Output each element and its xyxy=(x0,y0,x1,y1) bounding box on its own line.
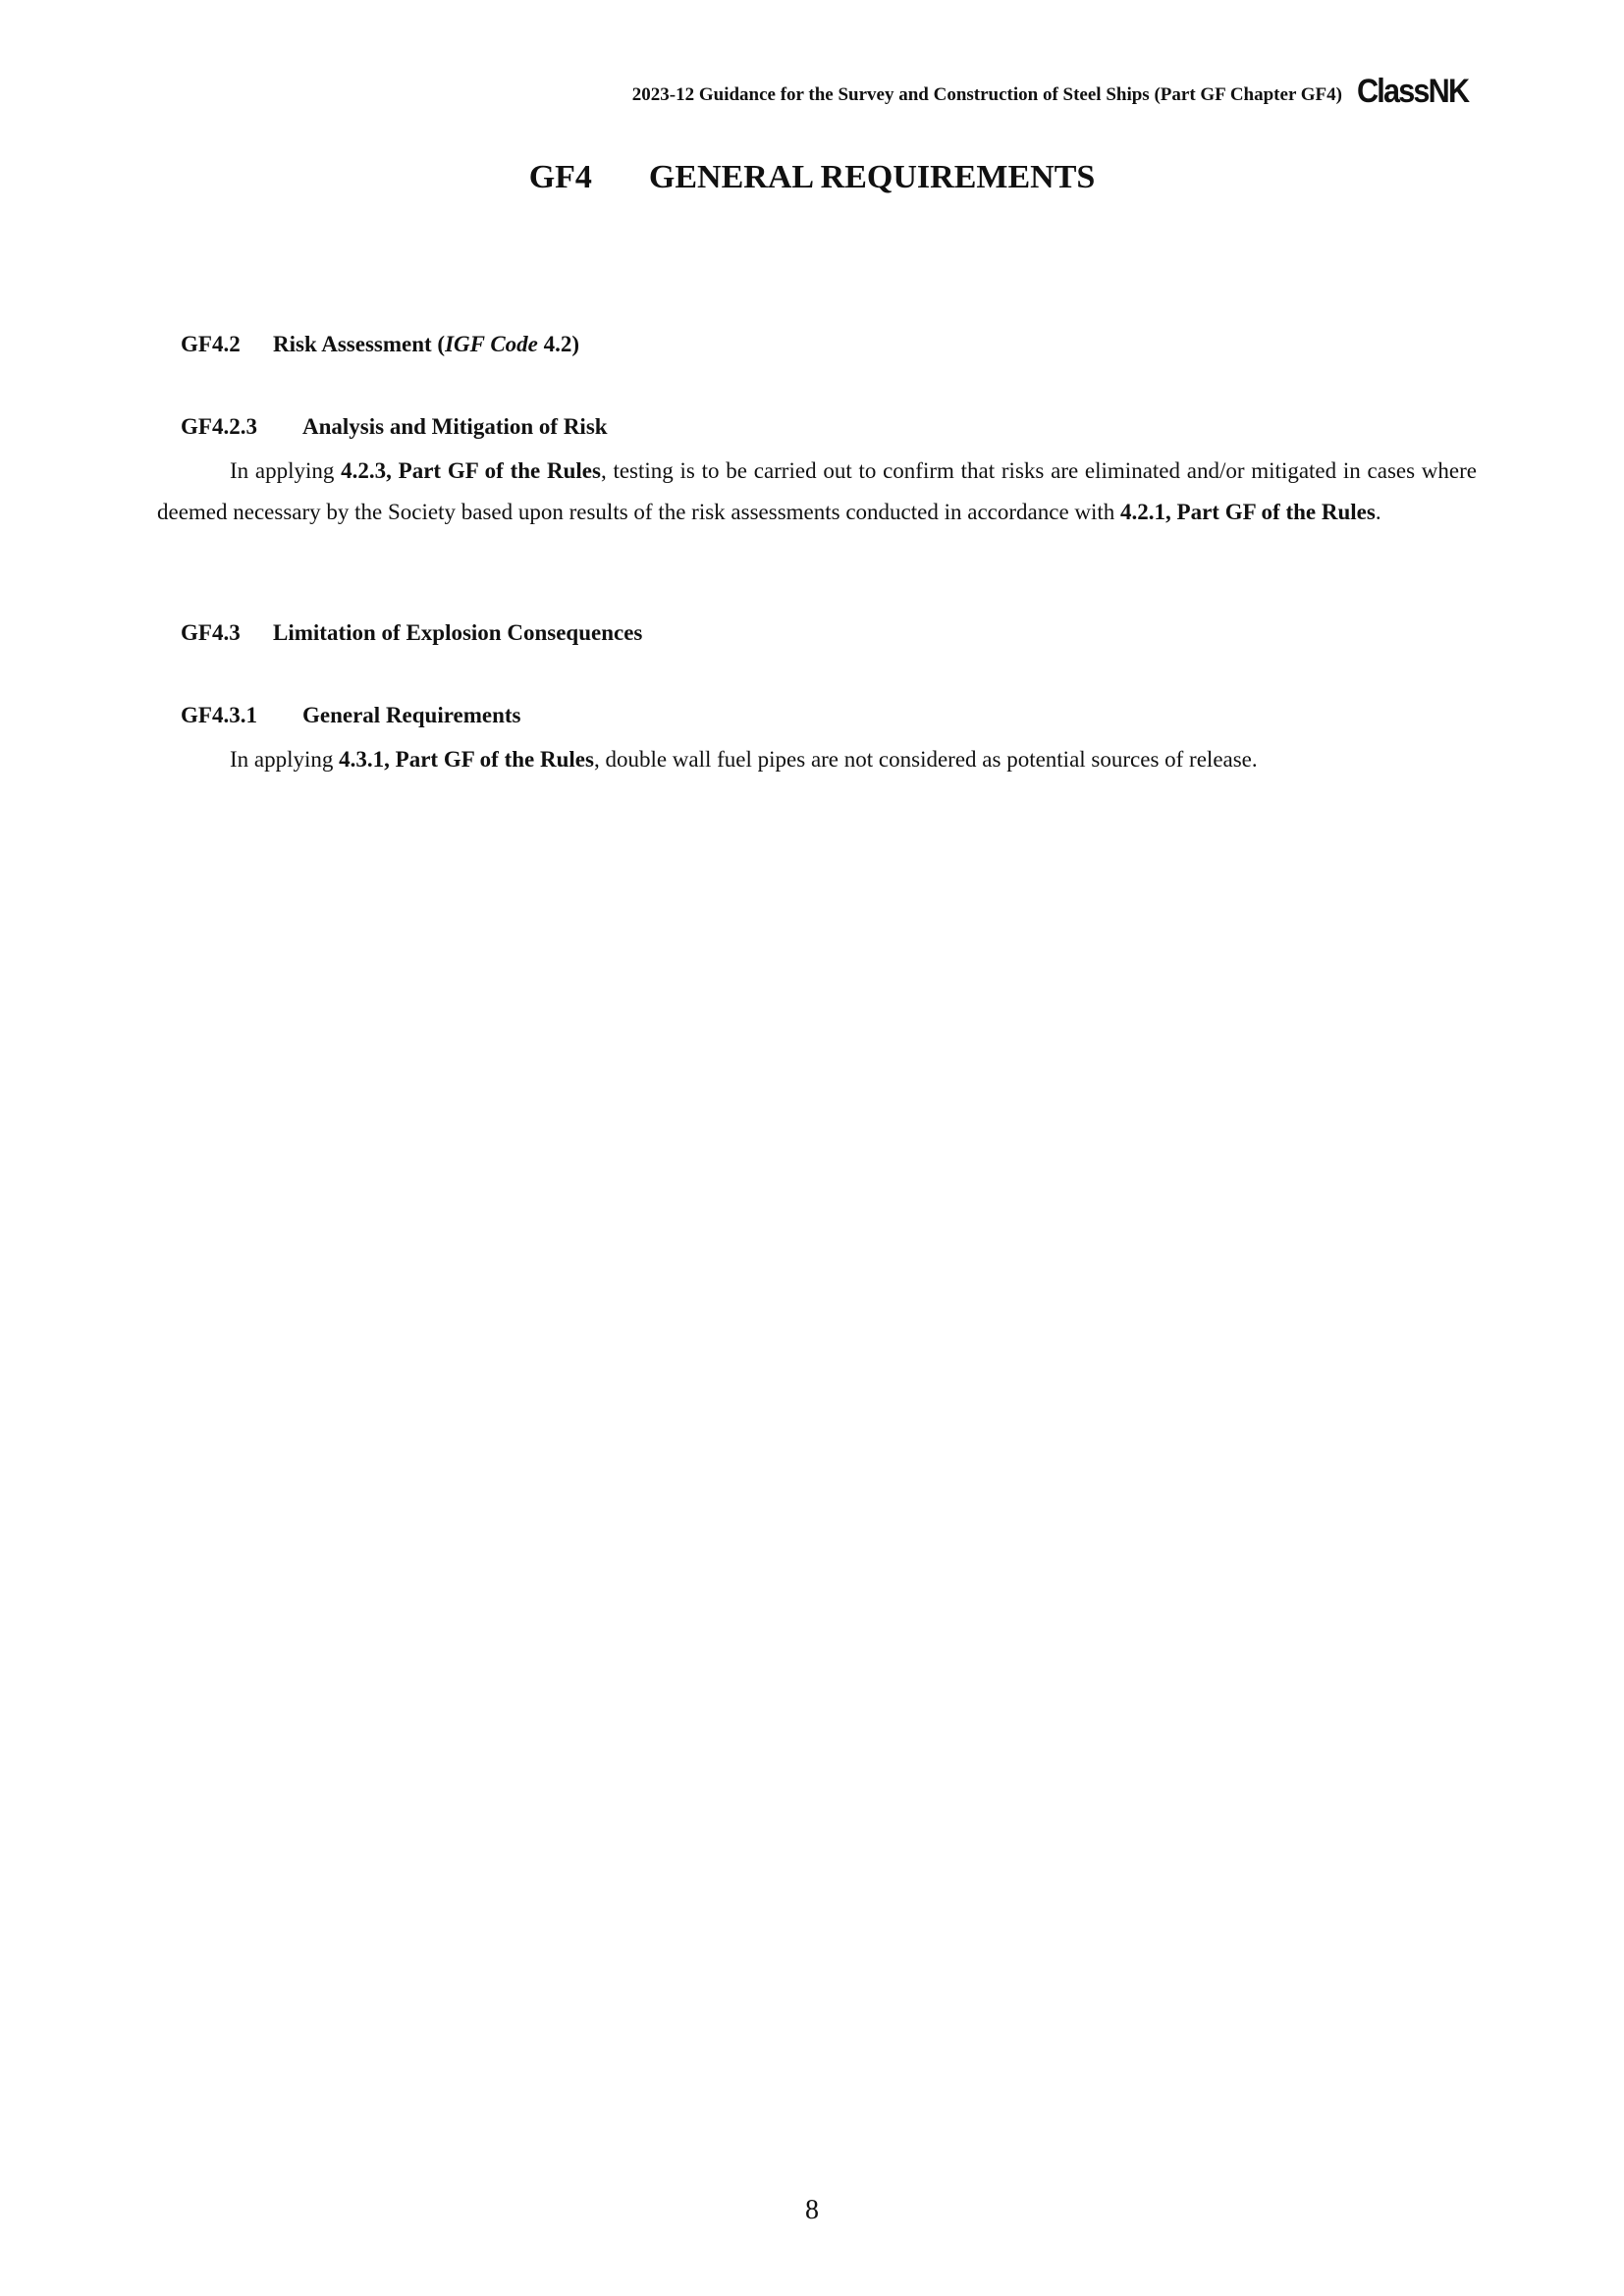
classnk-logo: ClassNK xyxy=(1357,73,1469,110)
section-title: General Requirements xyxy=(302,703,521,727)
paragraph-gf4-2-3: In applying 4.2.3, Part GF of the Rules, testing is to be carried out to confirm that risks are eliminated and/or mitigated in cases where deemed necessary by the Society based upon results of the risk assessments conducted in accordance with 4.2.1, Part GF of the Rules. xyxy=(157,458,1477,524)
section-number: GF4.2 xyxy=(181,332,241,356)
section-heading-gf4-3 xyxy=(181,620,642,646)
section-heading-gf4-2-3 xyxy=(181,414,608,440)
section-number: GF4.3.1 xyxy=(181,703,257,727)
running-header: 2023-12 Guidance for the Survey and Construction of Steel Ships (Part GF Chapter GF4) xyxy=(631,84,1342,105)
section-title: Analysis and Mitigation of Risk xyxy=(302,414,608,439)
section-title: Limitation of Explosion Consequences xyxy=(273,620,643,645)
section-title: Risk Assessment (IGF Code 4.2) xyxy=(273,332,580,356)
chapter-title xyxy=(0,159,1624,196)
section-heading-gf4-3-1 xyxy=(181,703,521,728)
section-heading-gf4-2 xyxy=(181,332,579,357)
section-number: GF4.2.3 xyxy=(181,414,257,439)
section-number: GF4.3 xyxy=(181,620,241,645)
paragraph-gf4-3-1: In applying 4.3.1, Part GF of the Rules, double wall fuel pipes are not considered as potential sources of release. xyxy=(230,747,1258,772)
page-number: 8 xyxy=(805,2195,819,2225)
chapter-heading: GENERAL REQUIREMENTS xyxy=(648,159,1096,195)
chapter-number: GF4 xyxy=(528,159,592,195)
